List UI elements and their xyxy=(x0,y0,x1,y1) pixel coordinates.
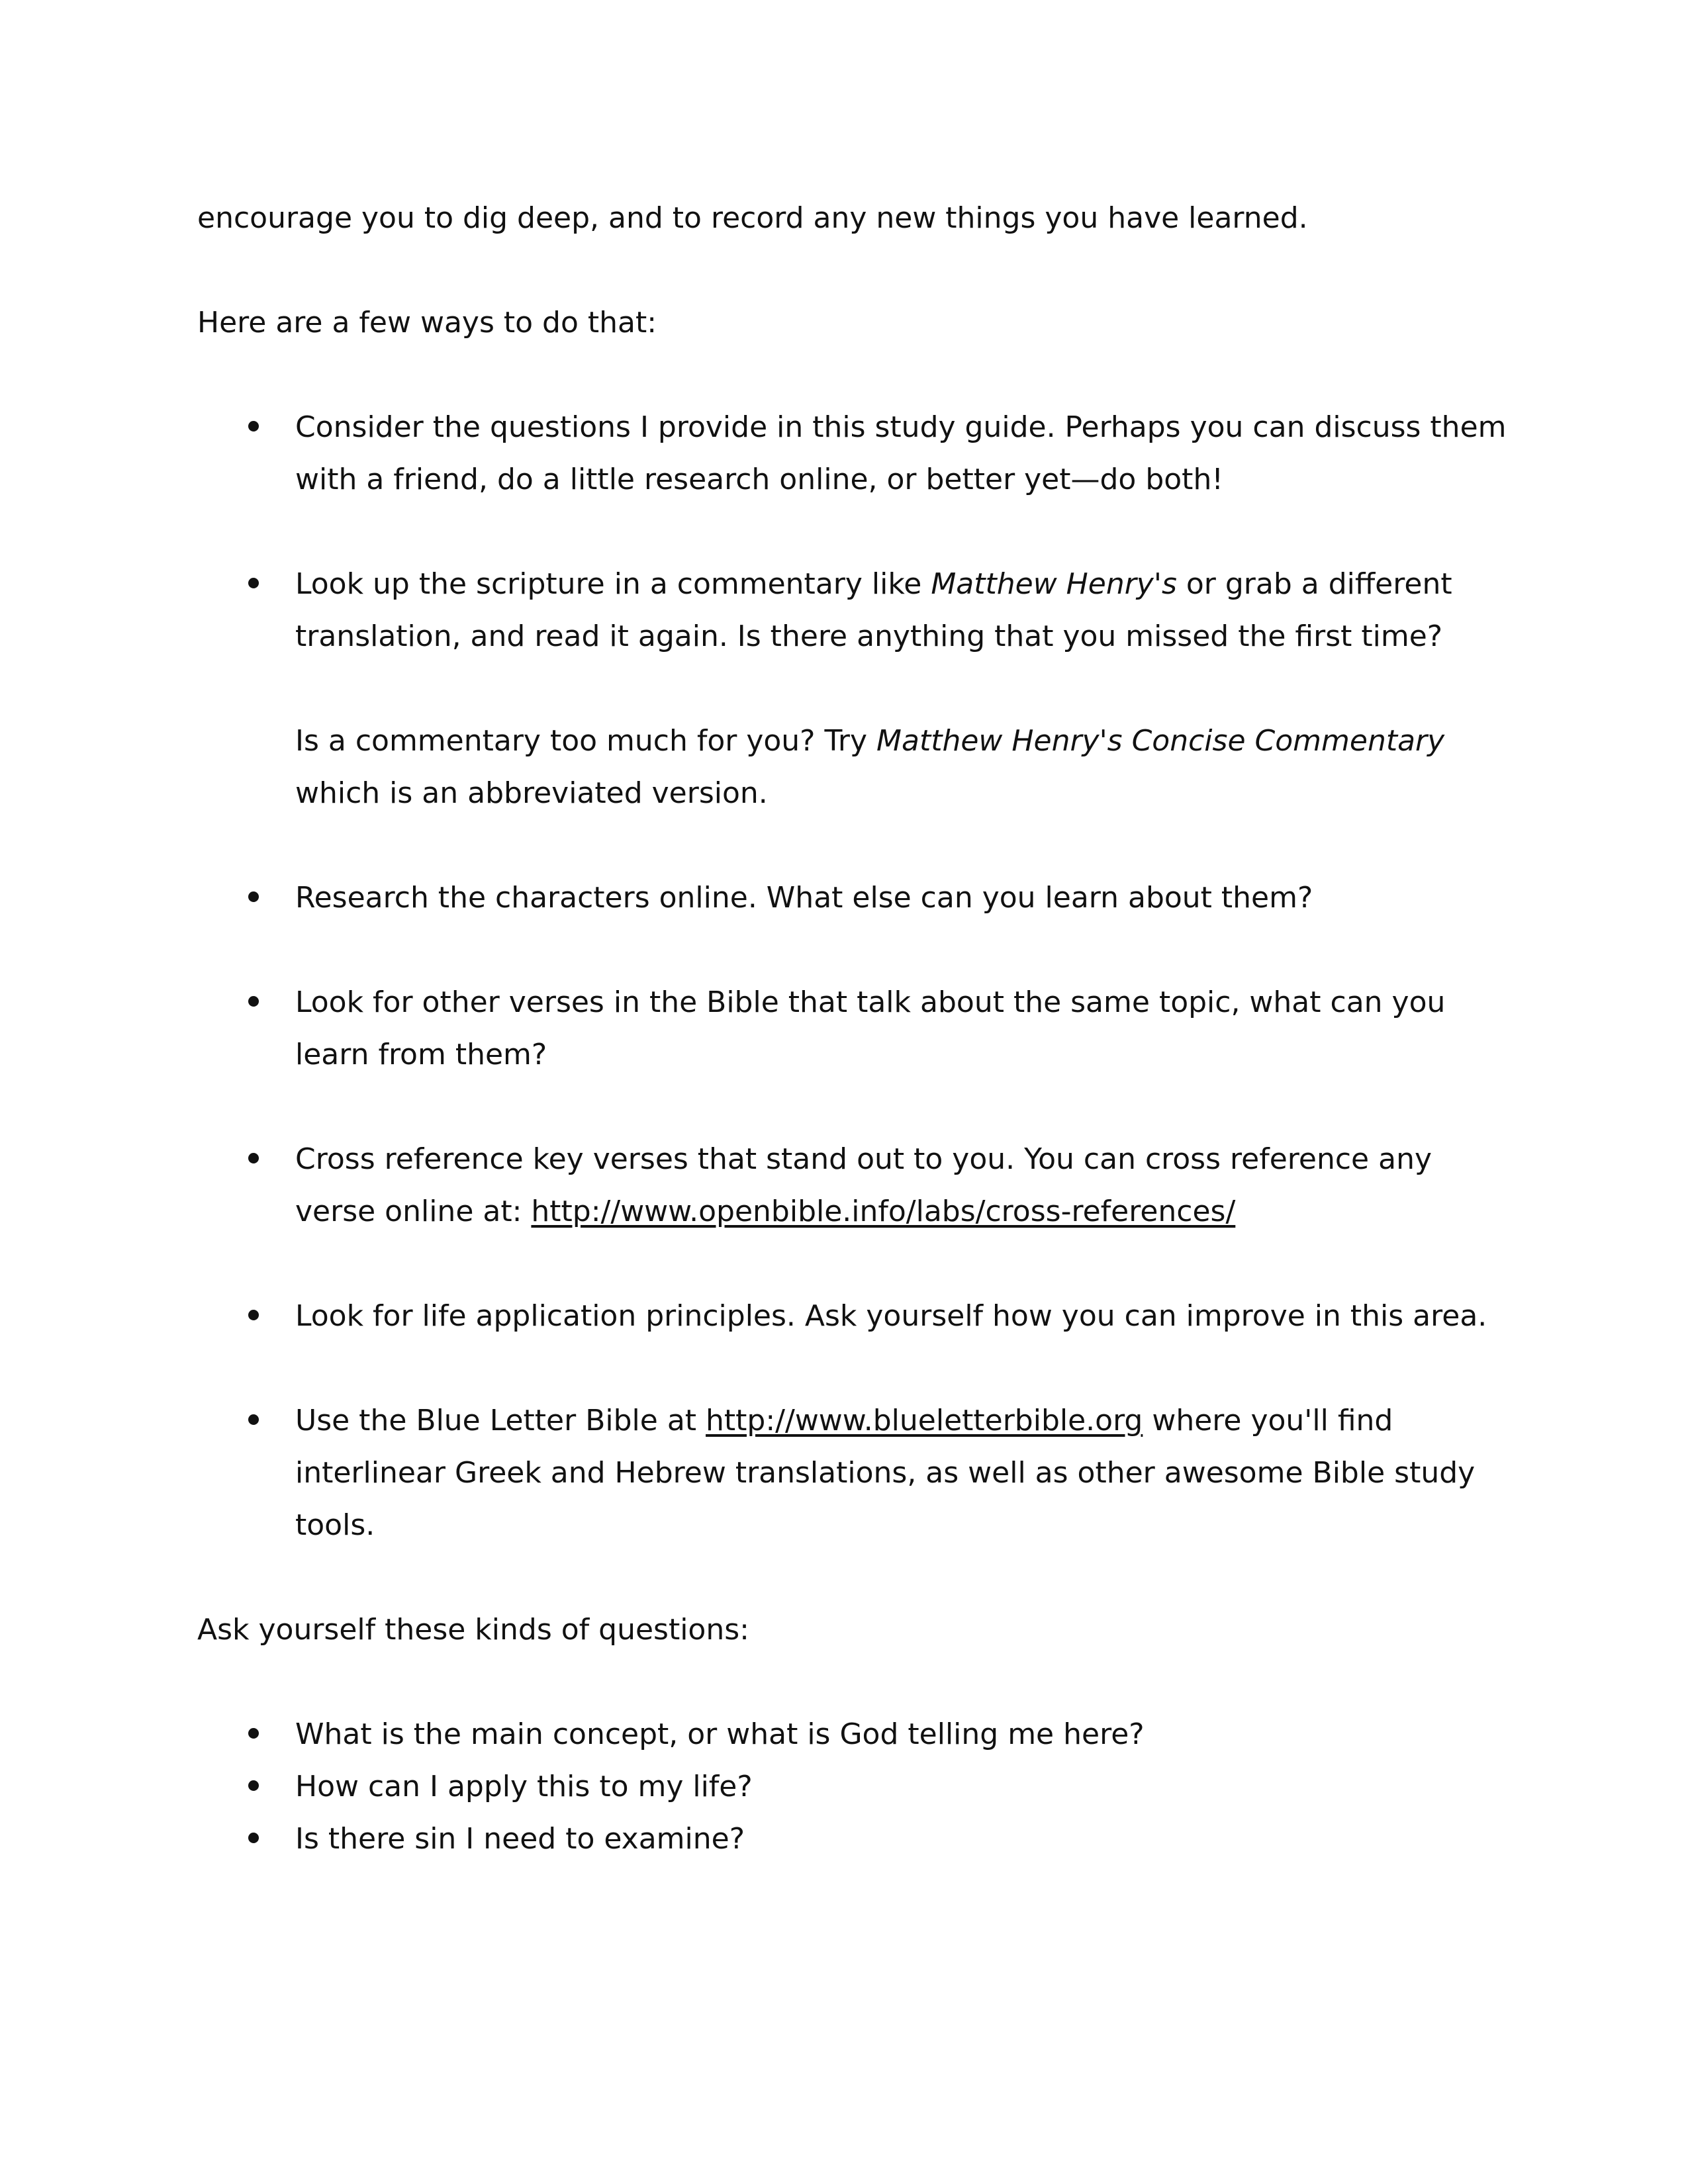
list-item xyxy=(197,1133,1508,1238)
list-item xyxy=(197,1394,1508,1551)
list-item-text: or grab a different translation, and read it again. Is there anything that you missed the first time? xyxy=(295,567,1452,653)
list-item-subparagraph xyxy=(295,715,1508,819)
bullet-icon xyxy=(248,1728,259,1739)
questions-list xyxy=(197,1708,1508,1865)
bullet-icon xyxy=(248,578,259,588)
bullet-icon xyxy=(248,996,259,1007)
bullet-icon xyxy=(248,1153,259,1163)
subparagraph-text: Is a commentary too much for you? Try xyxy=(295,724,877,758)
question-text: Is there sin I need to examine? xyxy=(295,1822,745,1856)
list-item xyxy=(197,872,1508,924)
subparagraph-text: which is an abbreviated version. xyxy=(295,776,768,810)
bullet-icon xyxy=(248,891,259,902)
intro-continuation-text: encourage you to dig deep, and to record any new things you have learned. xyxy=(197,201,1308,235)
bullet-icon xyxy=(248,1833,259,1843)
list-item xyxy=(197,558,1508,819)
questions-heading: Ask yourself these kinds of questions: xyxy=(197,1613,749,1647)
bullet-icon xyxy=(248,421,259,432)
question-text: What is the main concept, or what is God telling me here? xyxy=(295,1717,1145,1751)
concise-commentary-title: Matthew Henry's Concise Commentary xyxy=(876,724,1445,758)
list-item xyxy=(197,1290,1508,1342)
list-item-text: where you'll find interlinear Greek and Hebrew translations, as well as other awesome Bible study tools. xyxy=(295,1404,1476,1542)
list-item-text: Use the Blue Letter Bible at xyxy=(295,1404,706,1437)
bullet-icon xyxy=(248,1780,259,1791)
list-item-text: Consider the questions I provide in this study guide. Perhaps you can discuss them with a friend, do a little research online, or better yet—do both! xyxy=(295,410,1507,496)
ways-heading: Here are a few ways to do that: xyxy=(197,306,657,340)
list-item xyxy=(197,401,1508,506)
list-item-text: Look up the scripture in a commentary like xyxy=(295,567,931,601)
question-text: How can I apply this to my life? xyxy=(295,1770,753,1803)
blueletterbible-link[interactable]: http://www.blueletterbible.org xyxy=(706,1404,1143,1437)
list-item-text: Cross reference key verses that stand out to you. You can cross reference any verse online at: xyxy=(295,1142,1432,1228)
list-item-text: Look for other verses in the Bible that talk about the same topic, what can you learn from them? xyxy=(295,985,1446,1071)
list-item xyxy=(197,1708,1508,1760)
bullet-icon xyxy=(248,1414,259,1425)
openbible-link[interactable]: http://www.openbible.info/labs/cross-references/ xyxy=(531,1195,1236,1228)
list-item xyxy=(197,976,1508,1081)
list-item xyxy=(197,1760,1508,1813)
document-page xyxy=(197,192,1508,1865)
ways-list xyxy=(197,401,1508,1551)
bullet-icon xyxy=(248,1310,259,1320)
list-item xyxy=(197,1813,1508,1865)
commentary-title: Matthew Henry's xyxy=(931,567,1177,601)
list-item-text: Look for life application principles. Ask yourself how you can improve in this area. xyxy=(295,1299,1487,1333)
list-item-text: Research the characters online. What else can you learn about them? xyxy=(295,881,1313,915)
